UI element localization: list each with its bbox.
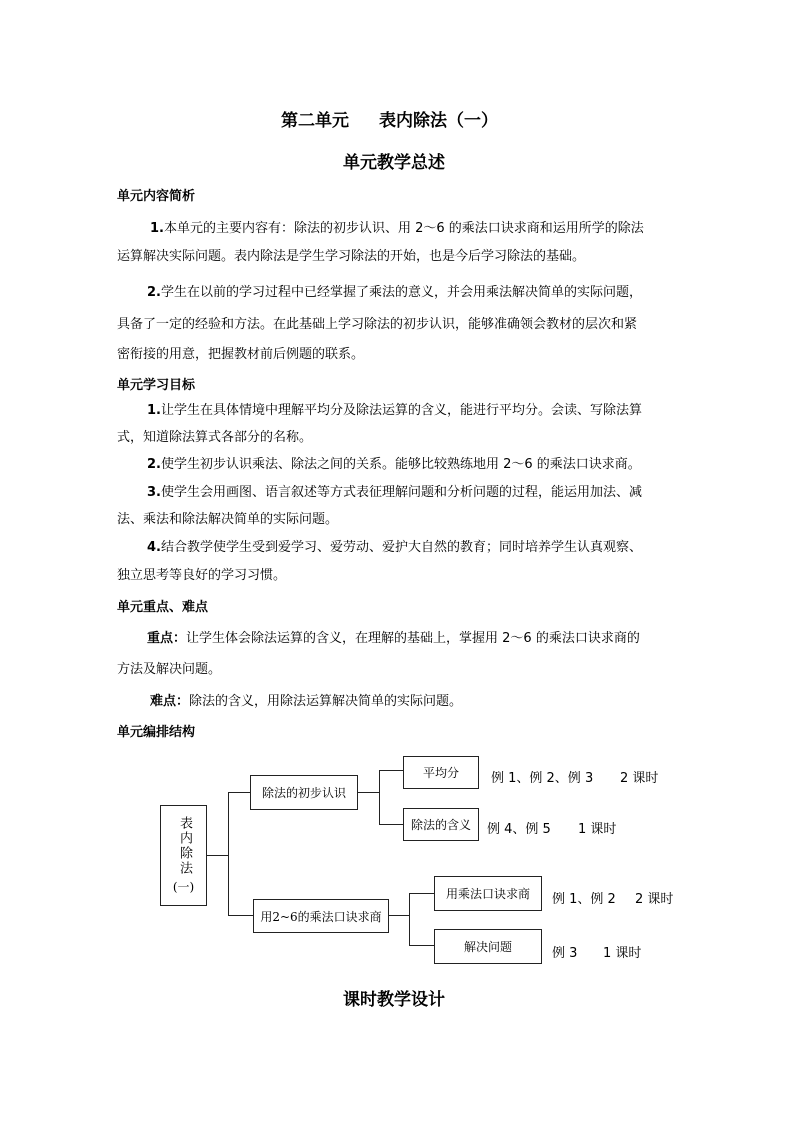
paragraph-2-line-1: 2.学生在以前的学习过程中已经掌握了乘法的意义，并会用乘法解决简单的实际问题， [147,285,642,300]
paragraph-1-line-2: 运算解决实际问题。表内除法是学生学习除法的开始，也是今后学习除法的基础。 [117,249,586,264]
lesson-design-title: 课时教学设计 [343,990,445,1010]
connector [228,792,250,793]
branch-node-division-intro: 除法的初步认识 [250,775,358,810]
leaf-node-division-meaning: 除法的含义 [403,808,479,841]
paragraph-2-line-2: 具备了一定的经验和方法。在此基础上学习除法的初步认识，能够准确领会教材的层次和紧 [117,317,638,332]
connector [409,893,434,894]
key-point-line-2: 方法及解决问题。 [117,662,222,677]
objective-2-line-1: 2.使学生初步认识乘法、除法之间的关系。能够比较熟练地用 2～6 的乘法口诀求商。 [147,457,641,472]
objective-1-line-1: 1.让学生在具体情境中理解平均分及除法运算的含义，能进行平均分。会读、写除法算 [147,403,642,418]
root-node-label: 表内除法 [176,816,192,876]
leaf-3-hours: 2 课时 [635,892,674,907]
key-label: 重点： [147,631,187,646]
difficulty-label: 难点： [150,694,190,709]
paragraph-2-line-3: 密衔接的用意，把握教材前后例题的联系。 [117,347,365,362]
connector [207,855,229,856]
objective-4-line-1: 4.结合教学使学生受到爱学习、爱劳动、爱护大自然的教育；同时培养学生认真观察、 [147,540,642,555]
connector [389,915,410,916]
paragraph-2-number: 2. [147,285,161,300]
unit-number: 第二单元 [281,111,349,131]
leaf-2-hours: 1 课时 [578,822,617,837]
leaf-1-examples: 例 1、例 2、例 3 [491,771,594,786]
leaf-4-hours: 1 课时 [603,946,642,961]
leaf-2-examples: 例 4、例 5 [487,822,551,837]
objective-4-line-2: 独立思考等良好的学习习惯。 [117,568,287,583]
difficulty-line: 难点：除法的含义，用除法运算解决简单的实际问题。 [150,694,463,709]
connector [379,770,403,771]
key-points-heading: 单元重点、难点 [117,600,209,615]
root-node-suffix: (一) [172,880,195,894]
leaf-node-equal-sharing: 平均分 [403,756,479,789]
connector [228,915,253,916]
leaf-3-examples: 例 1、例 2 [552,892,616,907]
key-point-line-1: 重点：让学生体会除法运算的含义，在理解的基础上，掌握用 2～6 的乘法口诀求商的 [147,631,640,646]
content-analysis-heading: 单元内容简析 [117,189,196,204]
objective-3-line-2: 法、乘法和除法解决简单的实际问题。 [117,512,339,527]
paragraph-1-number: 1. [150,221,164,236]
paragraph-1-line-1: 1.本单元的主要内容有：除法的初步认识、用 2～6 的乘法口诀求商和运用所学的除法 [150,221,644,236]
objectives-heading: 单元学习目标 [117,378,196,393]
connector [409,893,410,946]
structure-heading: 单元编排结构 [117,725,196,740]
branch-node-multiplication-table: 用2~6的乘法口诀求商 [253,899,389,933]
unit-name: 表内除法（一） [379,111,498,131]
unit-title [281,106,498,131]
section-subtitle: 单元教学总述 [343,153,445,173]
objective-3-line-1: 3.使学生会用画图、语言叙述等方式表征理解问题和分析问题的过程，能运用加法、减 [147,485,642,500]
leaf-node-find-quotient: 用乘法口诀求商 [434,876,542,911]
leaf-node-solve-problems: 解决问题 [434,929,542,964]
leaf-4-examples: 例 3 [552,946,578,961]
leaf-1-hours: 2 课时 [620,771,659,786]
connector [379,824,403,825]
connector [379,770,380,825]
connector [228,792,229,916]
objective-1-line-2: 式，知道除法算式各部分的名称。 [117,430,313,445]
connector [409,945,434,946]
root-node [160,805,207,906]
connector [358,792,380,793]
